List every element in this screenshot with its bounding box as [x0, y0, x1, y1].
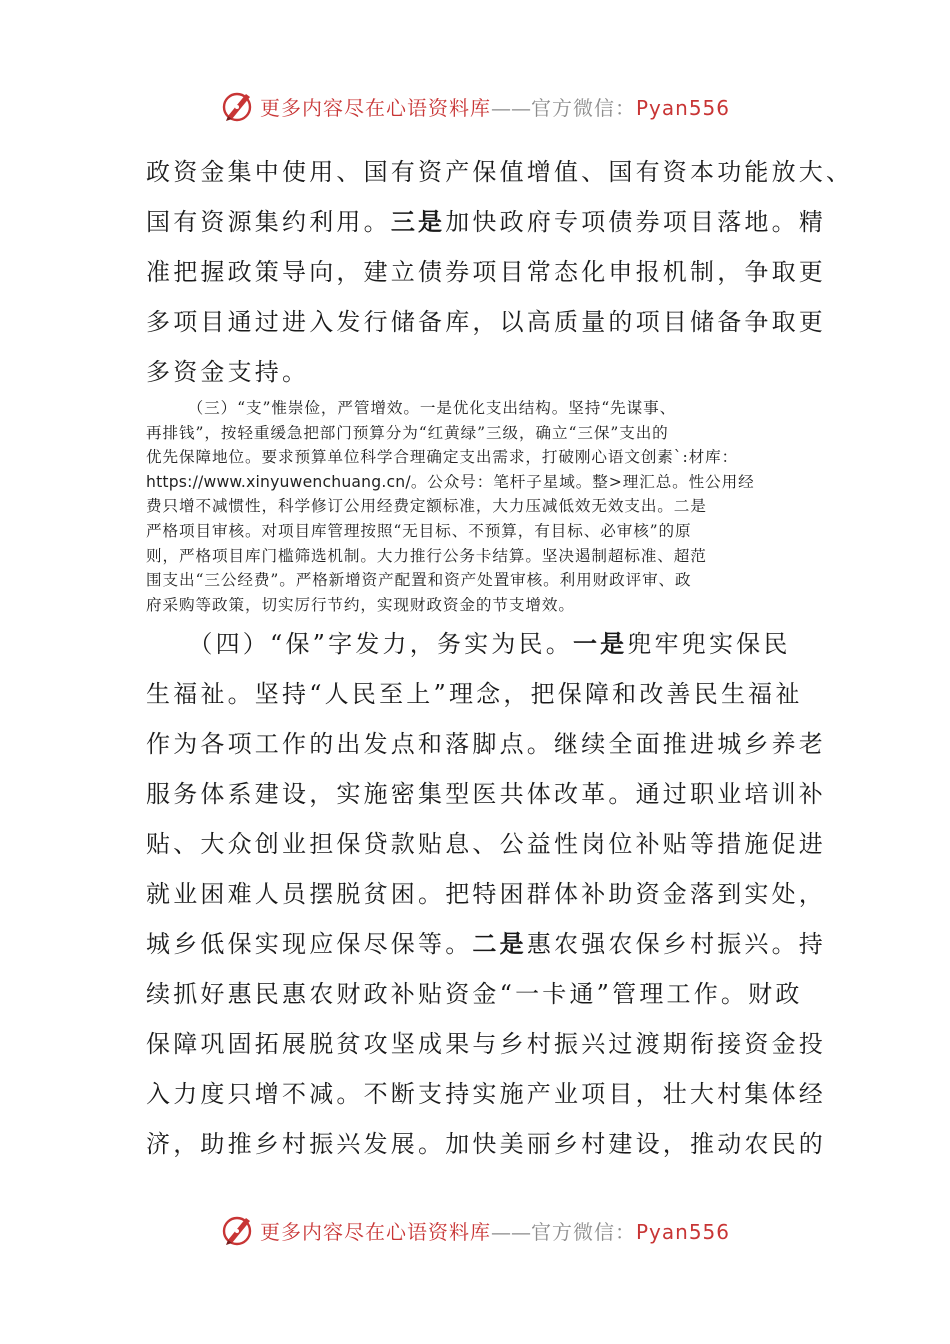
text-run: 惠农强农保乡村振兴。持	[526, 930, 827, 958]
text-line: 围支出“三公经费”。严格新增资产配置和资产处置审核。利用财政评审、政	[146, 571, 692, 590]
text-run: （三）“支”惟崇俭，严管增效。一是优化支出结构。坚持“先谋事、	[195, 399, 677, 417]
text-line: 严格项目审核。对项目库管理按照“无目标、不预算，有目标、必审核”的原	[146, 521, 692, 540]
paragraph-section-four	[146, 619, 827, 1169]
text-line: 多资金支持。	[146, 358, 310, 386]
source-url-link[interactable]: https://www.xinyuwenchuang.cn/	[146, 472, 411, 491]
footer-wechat-label: 官方微信：	[530, 1219, 636, 1244]
text-line: 多项目通过进入发行储备库，以高质量的项目储备争取更	[146, 308, 826, 336]
text-line: 续抓好惠民惠农财政补贴资金“一卡通”管理工作。财政	[146, 980, 803, 1008]
header-dash: ——	[490, 95, 531, 120]
footer-wechat-id: Pyan556	[635, 1219, 730, 1244]
text-line: 就业困难人员摆脱贫困。把特困群体补助资金落到实处，	[146, 880, 826, 908]
pen-logo-icon	[220, 88, 256, 124]
header-banner	[0, 86, 950, 126]
header-wechat-label: 官方微信：	[530, 95, 636, 120]
paragraph-section-three	[146, 396, 798, 617]
text-line: 保障巩固拓展脱贫攻坚成果与乡村振兴过渡期衔接资金投	[146, 1030, 826, 1058]
text-line	[146, 470, 798, 495]
header-text	[260, 92, 730, 121]
text-line: 生福祉。坚持“人民至上”理念，把保障和改善民生福祉	[146, 680, 803, 708]
text-line: 贴、大众创业担保贷款贴息、公益性岗位补贴等措施促进	[146, 830, 826, 858]
header-wechat-id: Pyan556	[635, 95, 730, 120]
text-line: 优先保障地位。要求预算单位科学合理确定支出需求，打破刚心语文创素`:材库：	[146, 448, 739, 467]
footer-banner	[0, 1210, 950, 1250]
text-line: 则，严格项目库门槛筛选机制。大力推行公务卡结算。坚决遏制超标准、超范	[146, 546, 707, 565]
text-line: 作为各项工作的出发点和落脚点。继续全面推进城乡养老	[146, 730, 826, 758]
text-run: 国有资源集约利用。	[146, 208, 391, 236]
text-line	[146, 619, 796, 669]
text-line: 入力度只增不减。不断支持实施产业项目，壮大村集体经	[146, 1080, 826, 1108]
text-line: 服务体系建设，实施密集型医共体改革。通过职业培训补	[146, 780, 826, 808]
text-line: 济，助推乡村振兴发展。加快美丽乡村建设，推动农民的	[146, 1130, 826, 1158]
text-line	[146, 197, 827, 247]
footer-site-name: 更多内容尽在心语资料库	[259, 1219, 491, 1244]
paragraph-continuation	[146, 147, 854, 397]
footer-dash: ——	[490, 1219, 531, 1244]
text-line: 费只增不减惯性，科学修订公用经费定额标准，大力压减低效无效支出。二是	[146, 497, 707, 516]
header-site-name: 更多内容尽在心语资料库	[259, 95, 491, 120]
footer-text	[260, 1216, 730, 1245]
pen-logo-icon	[220, 1212, 256, 1248]
text-line: 再排钱”，按轻重缓急把部门预算分为“红黄绿”三级，确立“三保”支出的	[146, 423, 669, 442]
text-line: 准把握政策导向，建立债券项目常态化申报机制，争取更	[146, 258, 826, 286]
bold-marker: 三是	[390, 207, 446, 236]
text-run: 。公众号：笔杆子星域。整>理汇总。性公用经	[410, 472, 755, 491]
text-run: 加快政府专项债券项目落地。精	[445, 208, 827, 236]
text-line: 政资金集中使用、国有资产保值增值、国有资本功能放大、	[146, 158, 854, 186]
text-line	[146, 396, 798, 421]
section-heading: （四）“保”字发力，务实为民。	[200, 630, 573, 658]
bold-marker: 一是	[572, 629, 628, 658]
text-line	[146, 919, 827, 969]
bold-marker: 二是	[472, 929, 527, 958]
text-run: 城乡低保实现应保尽保等。	[146, 930, 473, 958]
text-line: 府采购等政策，切实厉行节约，实现财政资金的节支增效。	[146, 595, 575, 614]
text-run: 兜牢兜实保民	[627, 630, 791, 658]
